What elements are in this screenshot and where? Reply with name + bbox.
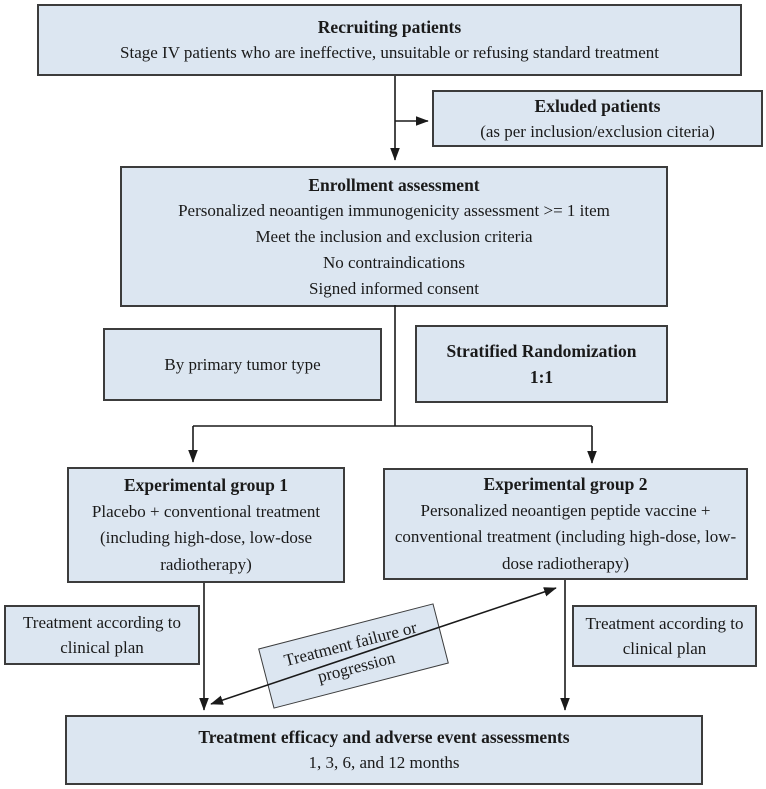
clinical-plan-right-box [572, 605, 757, 667]
recruiting-body: Stage IV patients who are ineffective, unsuitable or refusing standard treatment [120, 43, 659, 62]
outcome-title: Treatment efficacy and adverse event assessments [198, 727, 570, 747]
randomization-ratio: 1:1 [529, 367, 554, 387]
enrollment-line: Meet the inclusion and exclusion criteria [255, 226, 533, 246]
experimental-group-1-box [67, 467, 345, 583]
enrollment-line: Personalized neoantigen immunogenicity assessment >= 1 item [178, 200, 610, 220]
experimental-group-2-box [383, 468, 748, 580]
outcome-body: 1, 3, 6, and 12 months [308, 753, 460, 772]
group1-body: Placebo + conventional treatment (including high-dose, low-dose radiotherapy) [91, 501, 321, 574]
recruiting-title: Recruiting patients [317, 17, 462, 37]
excluded-patients-box [432, 90, 763, 147]
enrollment-assessment-box [120, 166, 668, 307]
excluded-title: Exluded patients [534, 95, 661, 116]
group1-title: Experimental group 1 [124, 475, 288, 495]
recruiting-patients-box [37, 4, 742, 76]
treatment-failure-box [258, 603, 449, 708]
treatment-failure-label: Treatment failure or progression [282, 617, 419, 687]
randomization-line: Stratified Randomization [446, 341, 637, 361]
excluded-body: (as per inclusion/exclusion citeria) [480, 121, 715, 141]
enrollment-line: No contraindications [322, 252, 466, 272]
group2-title: Experimental group 2 [483, 474, 648, 494]
stratify-by-label: By primary tumor type [164, 354, 321, 374]
clinical-plan-left-label: Treatment according to clinical plan [23, 613, 181, 657]
group2-body: Personalized neoantigen peptide vaccine + conventional treatment (including high-dose, low-dose radiotherapy) [394, 500, 737, 573]
stratified-randomization-box [415, 325, 668, 403]
clinical-plan-right-label: Treatment according to clinical plan [585, 614, 744, 658]
enrollment-title: Enrollment assessment [308, 174, 480, 195]
stratify-by-tumor-type-box [103, 328, 382, 401]
enrollment-line: Signed informed consent [309, 278, 479, 298]
clinical-plan-left-box [4, 605, 200, 665]
outcome-assessments-box [65, 715, 703, 785]
